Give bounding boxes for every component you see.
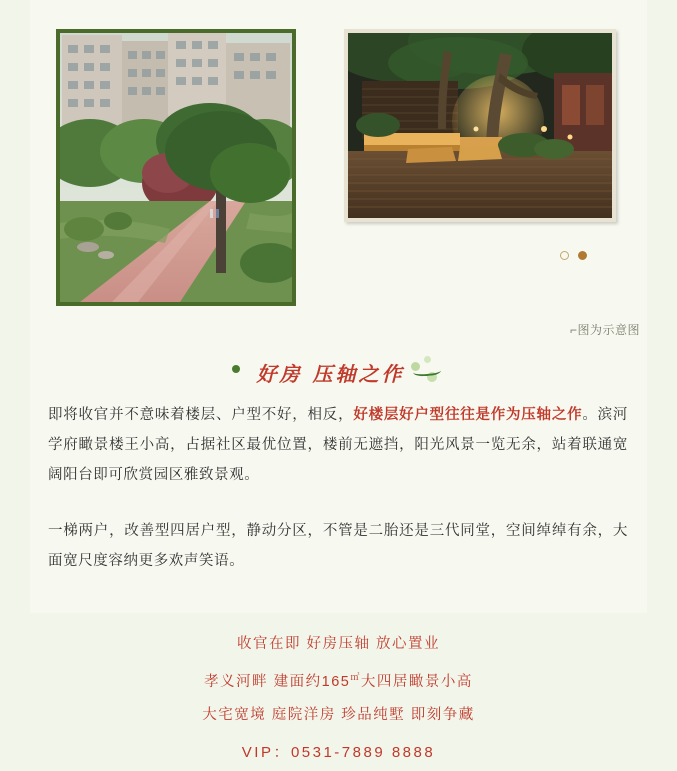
article-body: [48, 400, 628, 602]
footer-line-2-unit: ㎡: [350, 672, 361, 682]
footer-line-2: [0, 661, 677, 699]
paragraph-1-part-1: 即将收官并不意味着楼层、户型不好，相反，: [48, 407, 354, 423]
footer-vip-phone[interactable]: VIP：0531-7889 8888: [241, 743, 436, 761]
section-headline: [0, 358, 677, 387]
paragraph-1-highlight: 好楼层好户型往往是作为压轴之作: [353, 407, 583, 423]
footer-line-3: 大宅宽境 庭院洋房 珍品纯墅 即刻争藏: [202, 706, 475, 723]
residential-garden-path-illustration: [60, 33, 292, 302]
headline-text: 好房 压轴之作: [256, 362, 405, 386]
paragraph-2: 一梯两户，改善型四居户型，静动分区，不管是二胎还是三代同堂，空间绰绰有余，大面宽尺度容纳更多欢声笑语。: [48, 523, 628, 569]
footer-line-2-post: 大四居瞰景小高: [360, 673, 473, 690]
carousel-dots[interactable]: [560, 248, 616, 262]
footer-line-1: 收官在即 好房压轴 放心置业: [236, 636, 441, 652]
carousel-dot-2[interactable]: [578, 251, 587, 260]
leaf-decoration-icon: [411, 360, 445, 386]
courtyard-wood-deck-illustration: [348, 33, 612, 218]
image-caption: ⌐图为示意图: [569, 323, 640, 337]
gallery-image-left: [56, 29, 296, 306]
paragraph-1-part-2: 。滨河学府瞰景楼王小高，占据社区最优位置，楼前无遮挡，阳光风景一览无余，站着联通宽阔阳台即可欣赏园区雅致景观。: [48, 407, 628, 483]
footer-block: [0, 628, 677, 769]
bullet-dot-icon: [232, 365, 240, 373]
gallery-image-right: [344, 29, 616, 222]
carousel-dot-1[interactable]: [560, 251, 569, 260]
paragraph-1: [48, 400, 628, 490]
footer-line-2-pre: 孝义河畔 建面约165: [204, 673, 351, 690]
